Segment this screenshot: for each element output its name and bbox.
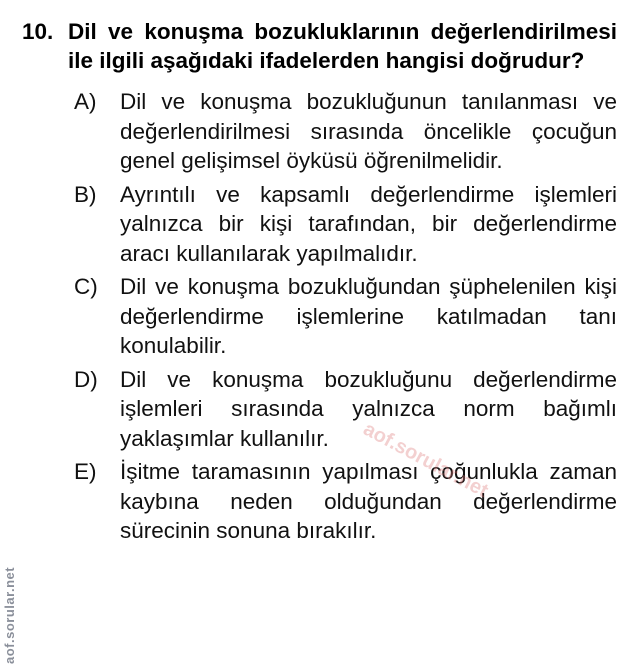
side-watermark: aof.sorular.net <box>2 566 17 664</box>
option-e[interactable] <box>22 457 617 546</box>
question-number: 10. <box>22 19 54 44</box>
option-letter: D) <box>74 366 98 392</box>
option-letter: B) <box>74 181 97 207</box>
option-text: Dil ve konuşma bozukluğunu değerlendirme işlemleri sırasında yalnızca norm bağımlı yaklaşımlar kullanılır. <box>120 366 617 451</box>
option-letter: C) <box>74 274 98 299</box>
option-text: Dil ve konuşma bozukluğunun tanılanması ve değerlendirilmesi sırasında öncelikle çocuğun genel gelişimsel öyküsü öğrenilmelidir. <box>120 89 617 173</box>
option-c[interactable] <box>22 272 617 361</box>
question-block <box>22 17 617 550</box>
question-header <box>22 17 617 75</box>
diagonal-watermark: aof.sorular.net <box>359 418 492 503</box>
option-d[interactable] <box>22 365 617 454</box>
option-text: Dil ve konuşma bozukluğundan şüphelenilen kişi değerlendirme işlemlerine katılmadan tanı konulabilir. <box>120 274 617 358</box>
option-a[interactable] <box>22 87 617 176</box>
question-text: Dil ve konuşma bozukluklarının değerlendirilmesi ile ilgili aşağıdaki ifadelerden hangisi doğrudur? <box>68 19 617 73</box>
option-text: Ayrıntılı ve kapsamlı değerlendirme işlemleri yalnızca bir kişi tarafından, bir değerlendirme aracı kullanılarak yapılmalıdır. <box>120 181 617 266</box>
option-letter: E) <box>74 459 97 484</box>
options-list <box>22 87 617 546</box>
option-letter: A) <box>74 89 97 114</box>
option-b[interactable] <box>22 180 617 269</box>
option-text: İşitme taramasının yapılması çoğunlukla zaman kaybına neden olduğundan değerlendirme sürecinin sonuna bırakılır. <box>120 459 617 543</box>
